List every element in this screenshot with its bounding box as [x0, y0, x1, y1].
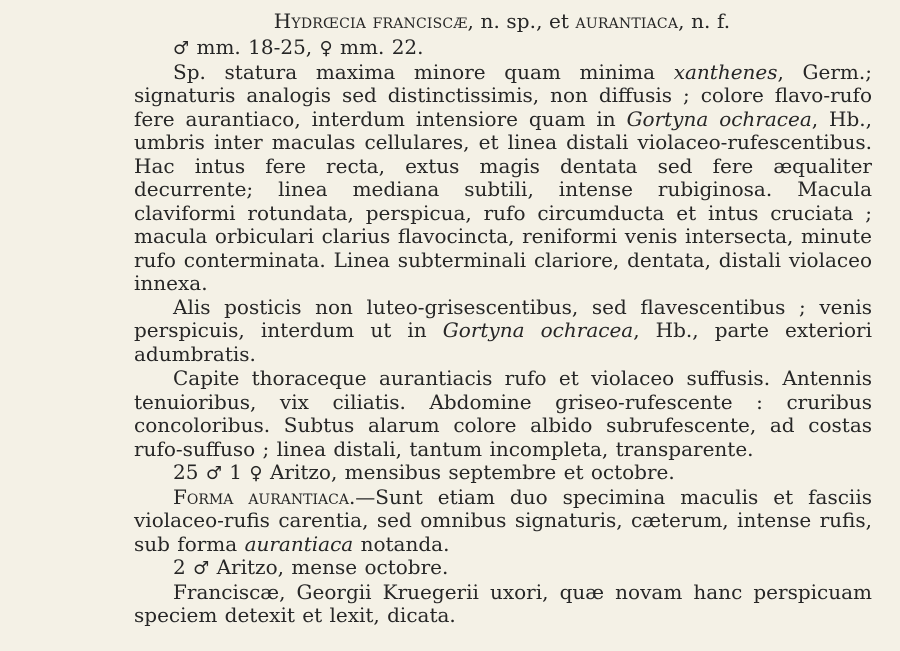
- dedication-text: Franciscæ, Georgii Kruegerii uxori, quæ novam hanc perspicuam speciem detexit et lexit, dicata.: [134, 579, 872, 627]
- description-paragraph-3: [134, 367, 872, 461]
- male-size: mm. 18-25,: [189, 35, 320, 59]
- description-text: Capite thoraceque aurantiacis rufo et violaceo suffusis. Antennis tenuioribus, vix ciliatis. Abdomine griseo-rufescente : cruribus concoloribus. Subtus alarum colore albido subrufescente, ad costas rufo-suffuso ; linea distali, tantum incompleta, transparente.: [134, 366, 872, 461]
- heading-genus: Hydrœcia: [273, 9, 367, 33]
- male-count: 2: [173, 555, 194, 579]
- female-symbol: ♀: [319, 38, 333, 59]
- forma-text: .—Sunt etiam duo specimina maculis et fasciis violaceo-rufis carentia, sed omnibus signaturis, cæterum, intense rufis, sub forma: [134, 484, 872, 556]
- description-paragraph-1: [134, 61, 872, 296]
- italic-species-name: Gortyna ochracea: [626, 106, 812, 131]
- male-symbol: ♂: [173, 38, 190, 59]
- description-text: , Hb., umbris inter maculas cellulares, et linea distali violaceo-rufescentibus. Hac intus fere recta, extus magis dentata sed fere æqualiter decurrente; linea mediana subtili, intense rubiginosa. Macula claviformi rotundata, perspicua, rufo circumducta et intus cruciata ; macula orbiculari clarius flavocincta, reniformi venis intersecta, minute rufo conterminata. Linea subterminali clariore, dentata, distali violaceo innexa.: [134, 106, 872, 295]
- size-line: [134, 36, 872, 61]
- female-size: mm. 22.: [332, 35, 424, 59]
- locality-text: Aritzo, mensibus septembre et octobre.: [262, 460, 675, 484]
- male-count: 25: [173, 460, 206, 484]
- locality-text: Aritzo, mense octobre.: [209, 555, 449, 579]
- description-text: , Germ.; signaturis analogis sed distinctissimis, non diffusis ; colore flavo-rufo fere aurantiaco, interdum intensiore quam in: [134, 59, 872, 131]
- heading-text: , n. sp., et: [467, 9, 576, 33]
- description-text: Alis posticis non luteo-grisescentibus, sed flavescentibus ; venis perspicuis, interdum ut in: [134, 294, 872, 342]
- description-text: Sp. statura maxima minore quam minima: [173, 59, 674, 84]
- female-symbol: ♀: [249, 463, 263, 484]
- italic-species-name: Gortyna ochracea: [442, 318, 634, 342]
- heading-form: aurantiaca: [575, 9, 679, 33]
- forma-label: Forma aurantiaca: [173, 484, 349, 509]
- male-symbol: ♂: [205, 463, 222, 484]
- heading-suffix: , n. f.: [678, 9, 731, 33]
- specimen-count-line-2: [134, 556, 872, 581]
- male-symbol: ♂: [193, 558, 210, 579]
- female-count: 1: [221, 460, 250, 484]
- species-heading: [132, 8, 872, 34]
- italic-species-name: xanthenes: [673, 59, 778, 84]
- dedication-paragraph: [134, 581, 872, 628]
- forma-paragraph: [134, 486, 872, 557]
- heading-species: franciscæ: [372, 9, 468, 33]
- specimen-count-line: [134, 461, 872, 486]
- description-paragraph-2: [134, 296, 872, 367]
- forma-text-end: notanda.: [353, 531, 450, 556]
- description-text: , Hb., parte exteriori adumbratis.: [134, 318, 872, 366]
- italic-form-name: aurantiaca: [244, 531, 354, 556]
